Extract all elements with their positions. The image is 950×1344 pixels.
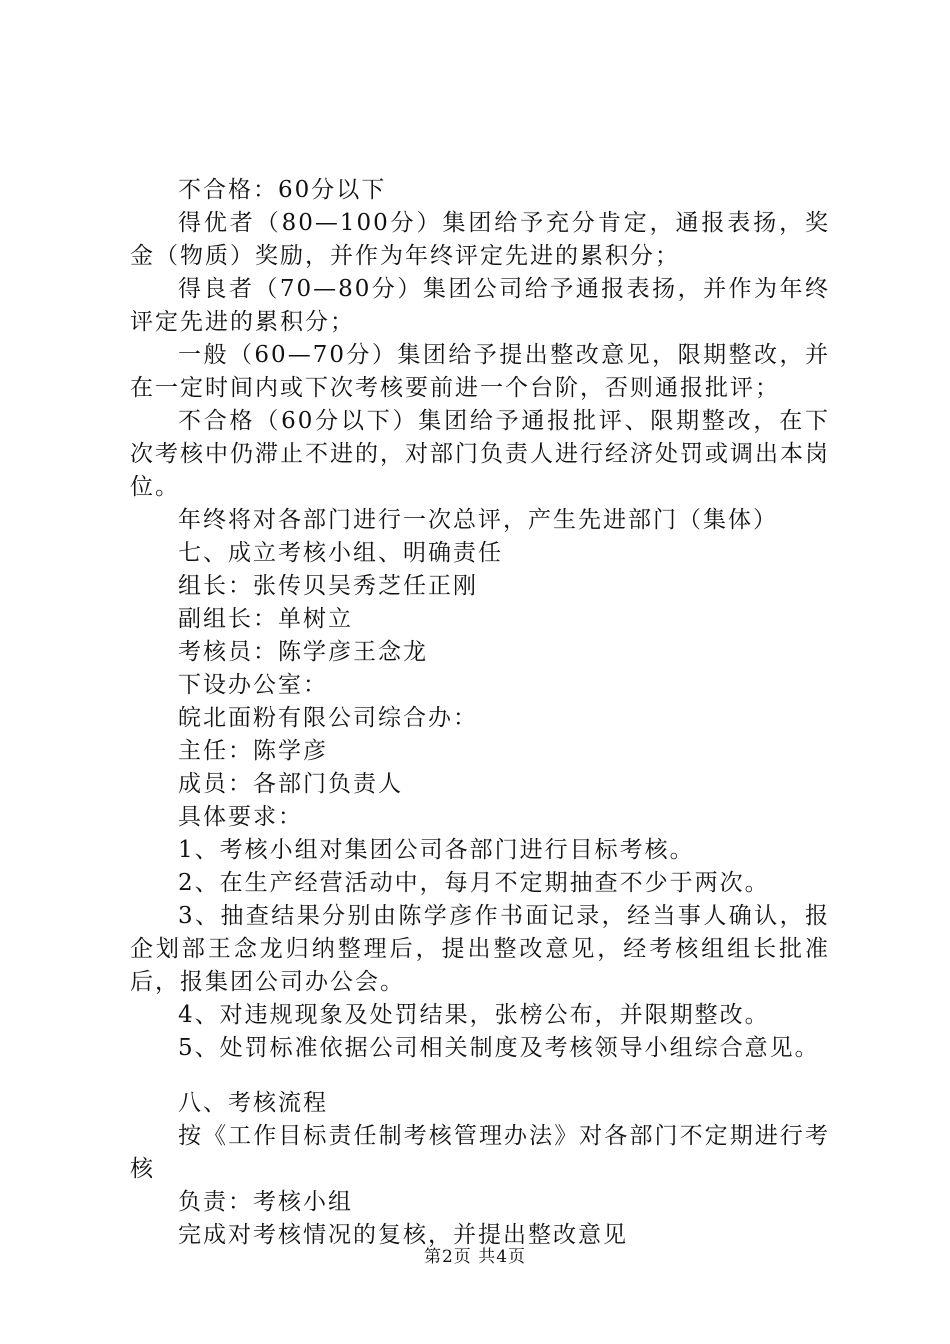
paragraph-good-grade: 得良者（70—80分）集团公司给予通报表扬，并作为年终评定先进的累积分；: [130, 276, 830, 335]
paragraph-excellent-grade: 得优者（80—100分）集团给予充分肯定，通报表扬，奖金（物质）奖励，并作为年终评定先进的累积分；: [130, 210, 830, 269]
paragraph-responsible: 负责：考核小组: [178, 1189, 353, 1215]
paragraph-director: 主任：陈学彦: [178, 738, 328, 764]
paragraph-gap: [130, 1065, 830, 1087]
page-number-footer: 第2页 共4页: [423, 1247, 527, 1267]
list-item-requirement-2: 2、在生产经营活动中，每月不定期抽查不少于两次。: [178, 870, 770, 896]
section-heading-8: 八、考核流程: [178, 1090, 328, 1116]
paragraph-members: 成员：各部门负责人: [178, 771, 403, 797]
paragraph-average-grade: 一般（60—70分）集团给予提出整改意见，限期整改，并在一定时间内或下次考核要前进一个台阶，否则通报批评；: [130, 342, 830, 401]
paragraph-fail-grade: 不合格：60分以下: [178, 177, 387, 203]
paragraph-process: 按《工作目标责任制考核管理办法》对各部门不定期进行考核: [130, 1123, 830, 1182]
section-heading-7: 七、成立考核小组、明确责任: [178, 540, 503, 566]
paragraph-assessors: 考核员：陈学彦王念龙: [178, 639, 428, 665]
paragraph-annual-review: 年终将对各部门进行一次总评，产生先进部门（集体）: [178, 507, 778, 533]
paragraph-review: 完成对考核情况的复核，并提出整改意见: [178, 1222, 628, 1248]
list-item-requirement-1: 1、考核小组对集团公司各部门进行目标考核。: [178, 837, 695, 863]
paragraph-office: 下设办公室：: [178, 672, 328, 698]
paragraph-deputy-leader: 副组长：单树立: [178, 606, 353, 632]
paragraph-fail-penalty: 不合格（60分以下）集团给予通报批评、限期整改，在下次考核中仍滞止不进的，对部门负责人进行经济处罚或调出本岗位。: [130, 408, 830, 500]
list-item-requirement-5: 5、处罚标准依据公司相关制度及考核领导小组综合意见。: [178, 1035, 820, 1061]
list-item-requirement-3: 3、抽查结果分别由陈学彦作书面记录，经当事人确认，报企划部王念龙归纳整理后，提出整改意见，经考核组组长批准后，报集团公司办公会。: [130, 903, 830, 995]
paragraph-company-office: 皖北面粉有限公司综合办：: [178, 705, 478, 731]
paragraph-requirements-heading: 具体要求：: [178, 804, 303, 830]
paragraph-team-leader: 组长：张传贝吴秀芝任正刚: [178, 573, 478, 599]
document-body: [130, 174, 830, 1252]
list-item-requirement-4: 4、对违规现象及处罚结果，张榜公布，并限期整改。: [178, 1002, 770, 1028]
